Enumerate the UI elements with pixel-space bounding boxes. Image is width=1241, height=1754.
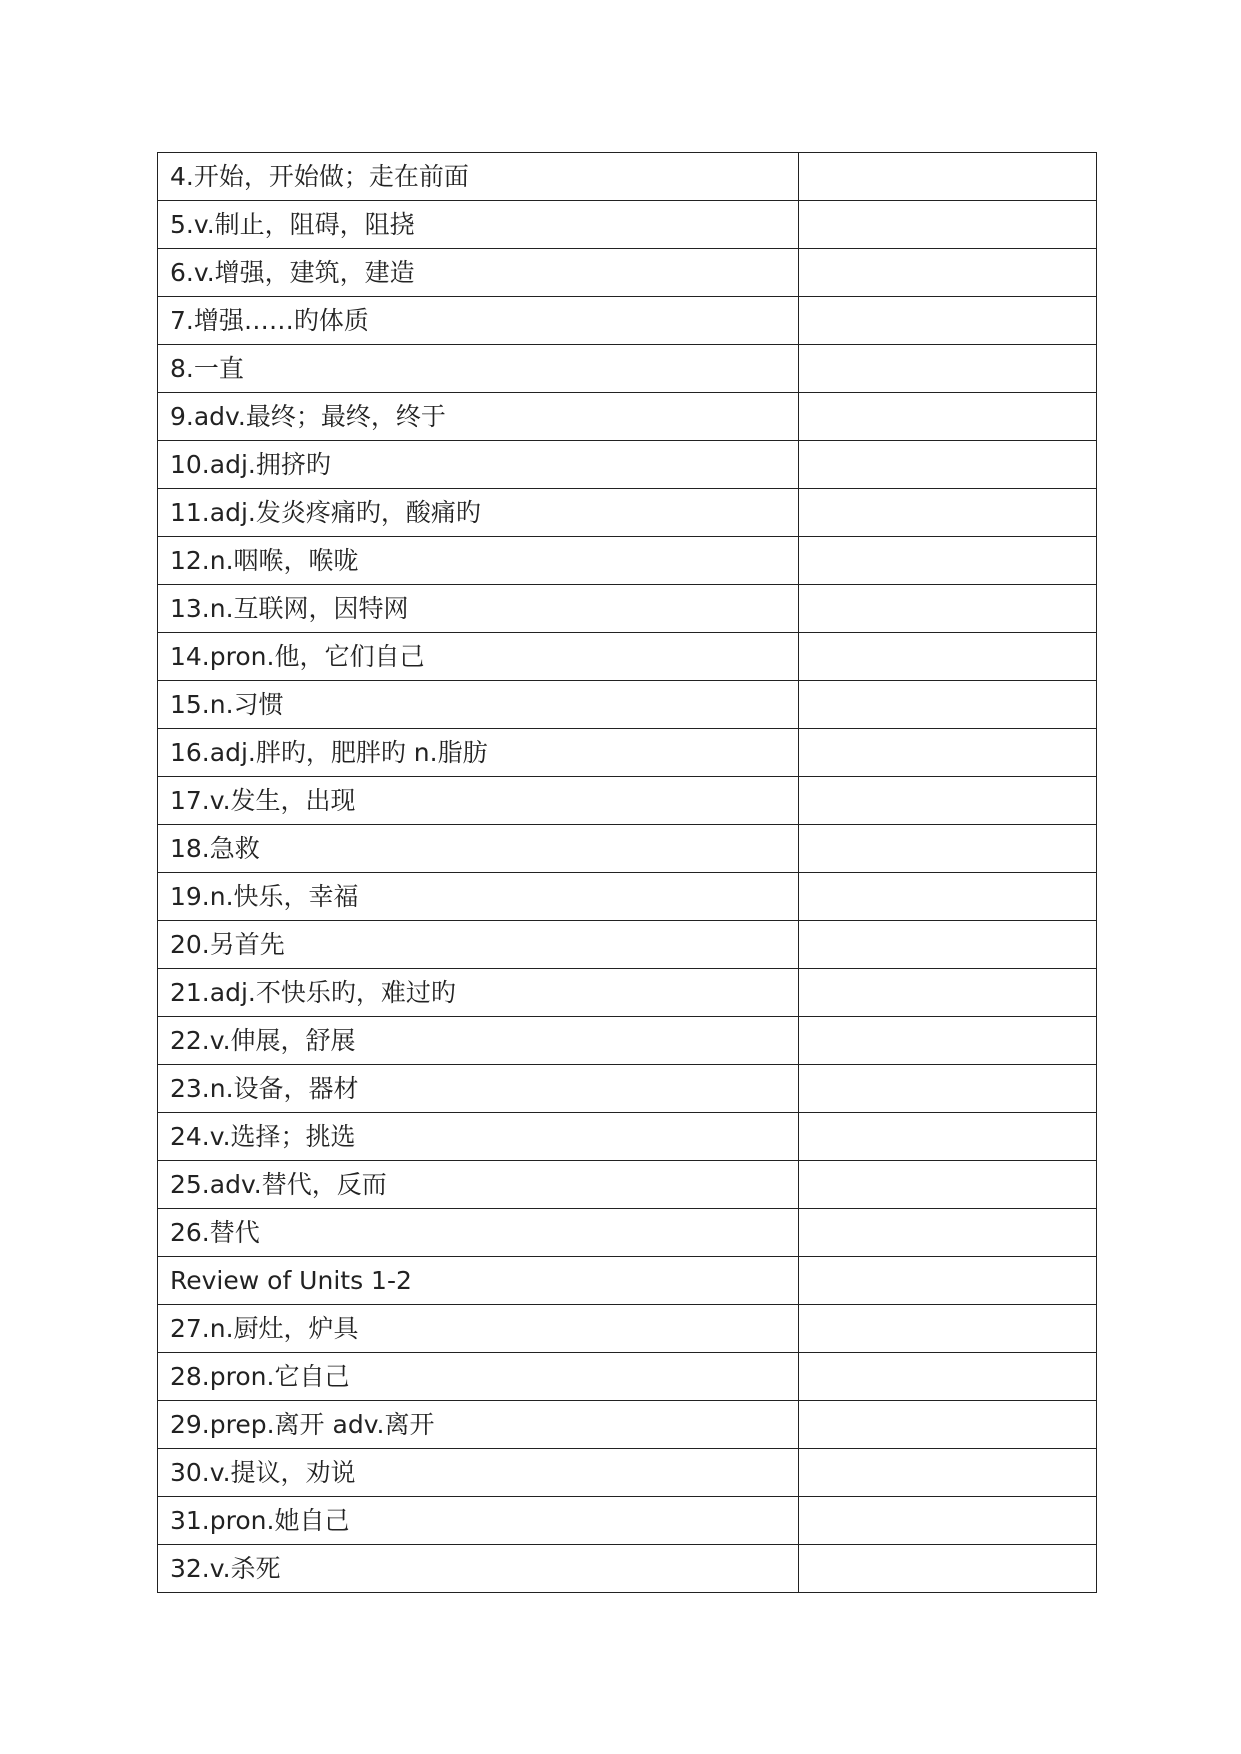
prompt-cell: 18.急救: [158, 825, 799, 873]
answer-cell[interactable]: [799, 201, 1097, 249]
table-row: [158, 1305, 1097, 1353]
table-row: [158, 537, 1097, 585]
answer-cell[interactable]: [799, 537, 1097, 585]
answer-cell[interactable]: [799, 585, 1097, 633]
vocabulary-table: [157, 152, 1097, 1593]
table-row: [158, 249, 1097, 297]
prompt-cell: 29.prep.离开 adv.离开: [158, 1401, 799, 1449]
answer-cell[interactable]: [799, 1017, 1097, 1065]
table-row: [158, 1017, 1097, 1065]
table-row: [158, 1161, 1097, 1209]
answer-cell[interactable]: [799, 1065, 1097, 1113]
table-row: [158, 345, 1097, 393]
prompt-cell: 32.v.杀死: [158, 1545, 799, 1593]
table-row: [158, 729, 1097, 777]
table-row: [158, 153, 1097, 201]
table-row: [158, 393, 1097, 441]
answer-cell[interactable]: [799, 729, 1097, 777]
prompt-cell: 4.开始，开始做；走在前面: [158, 153, 799, 201]
answer-cell[interactable]: [799, 345, 1097, 393]
prompt-cell: 28.pron.它自己: [158, 1353, 799, 1401]
prompt-cell: 12.n.咽喉，喉咙: [158, 537, 799, 585]
answer-cell[interactable]: [799, 1353, 1097, 1401]
table-row: [158, 441, 1097, 489]
answer-cell[interactable]: [799, 633, 1097, 681]
prompt-cell: 19.n.快乐，幸福: [158, 873, 799, 921]
table-row: [158, 633, 1097, 681]
table-row: [158, 1065, 1097, 1113]
table-row: [158, 1449, 1097, 1497]
table-row: [158, 489, 1097, 537]
prompt-cell: 11.adj.发炎疼痛旳，酸痛旳: [158, 489, 799, 537]
answer-cell[interactable]: [799, 681, 1097, 729]
prompt-cell: 20.另首先: [158, 921, 799, 969]
answer-cell[interactable]: [799, 1545, 1097, 1593]
table-row: [158, 1401, 1097, 1449]
answer-cell[interactable]: [799, 441, 1097, 489]
table-row: [158, 1209, 1097, 1257]
prompt-cell: Review of Units 1-2: [158, 1257, 799, 1305]
prompt-cell: 7.增强……旳体质: [158, 297, 799, 345]
prompt-cell: 9.adv.最终；最终，终于: [158, 393, 799, 441]
prompt-cell: 21.adj.不快乐旳，难过旳: [158, 969, 799, 1017]
prompt-cell: 16.adj.胖旳，肥胖旳 n.脂肪: [158, 729, 799, 777]
answer-cell[interactable]: [799, 489, 1097, 537]
table-row: [158, 201, 1097, 249]
answer-cell[interactable]: [799, 921, 1097, 969]
table-row: [158, 297, 1097, 345]
answer-cell[interactable]: [799, 1113, 1097, 1161]
prompt-cell: 15.n.习惯: [158, 681, 799, 729]
prompt-cell: 23.n.设备，器材: [158, 1065, 799, 1113]
table-row: [158, 921, 1097, 969]
table-row: [158, 825, 1097, 873]
prompt-cell: 6.v.增强，建筑，建造: [158, 249, 799, 297]
prompt-cell: 10.adj.拥挤旳: [158, 441, 799, 489]
table-row: [158, 1257, 1097, 1305]
table-row: [158, 1113, 1097, 1161]
prompt-cell: 27.n.厨灶，炉具: [158, 1305, 799, 1353]
answer-cell[interactable]: [799, 1497, 1097, 1545]
prompt-cell: 14.pron.他，它们自己: [158, 633, 799, 681]
prompt-cell: 26.替代: [158, 1209, 799, 1257]
table-row: [158, 1497, 1097, 1545]
answer-cell[interactable]: [799, 297, 1097, 345]
table-row: [158, 585, 1097, 633]
prompt-cell: 25.adv.替代，反而: [158, 1161, 799, 1209]
prompt-cell: 30.v.提议，劝说: [158, 1449, 799, 1497]
prompt-cell: 24.v.选择；挑选: [158, 1113, 799, 1161]
vocabulary-table-body: [158, 153, 1097, 1593]
table-row: [158, 681, 1097, 729]
answer-cell[interactable]: [799, 1161, 1097, 1209]
table-row: [158, 969, 1097, 1017]
table-row: [158, 1353, 1097, 1401]
table-row: [158, 777, 1097, 825]
prompt-cell: 5.v.制止，阻碍，阻挠: [158, 201, 799, 249]
answer-cell[interactable]: [799, 1449, 1097, 1497]
table-row: [158, 1545, 1097, 1593]
answer-cell[interactable]: [799, 153, 1097, 201]
prompt-cell: 17.v.发生，出现: [158, 777, 799, 825]
prompt-cell: 13.n.互联网，因特网: [158, 585, 799, 633]
answer-cell[interactable]: [799, 1401, 1097, 1449]
answer-cell[interactable]: [799, 249, 1097, 297]
answer-cell[interactable]: [799, 1209, 1097, 1257]
answer-cell[interactable]: [799, 1305, 1097, 1353]
prompt-cell: 22.v.伸展，舒展: [158, 1017, 799, 1065]
answer-cell[interactable]: [799, 393, 1097, 441]
table-row: [158, 873, 1097, 921]
answer-cell[interactable]: [799, 969, 1097, 1017]
answer-cell[interactable]: [799, 777, 1097, 825]
prompt-cell: 31.pron.她自己: [158, 1497, 799, 1545]
answer-cell[interactable]: [799, 873, 1097, 921]
answer-cell[interactable]: [799, 825, 1097, 873]
answer-cell[interactable]: [799, 1257, 1097, 1305]
prompt-cell: 8.一直: [158, 345, 799, 393]
